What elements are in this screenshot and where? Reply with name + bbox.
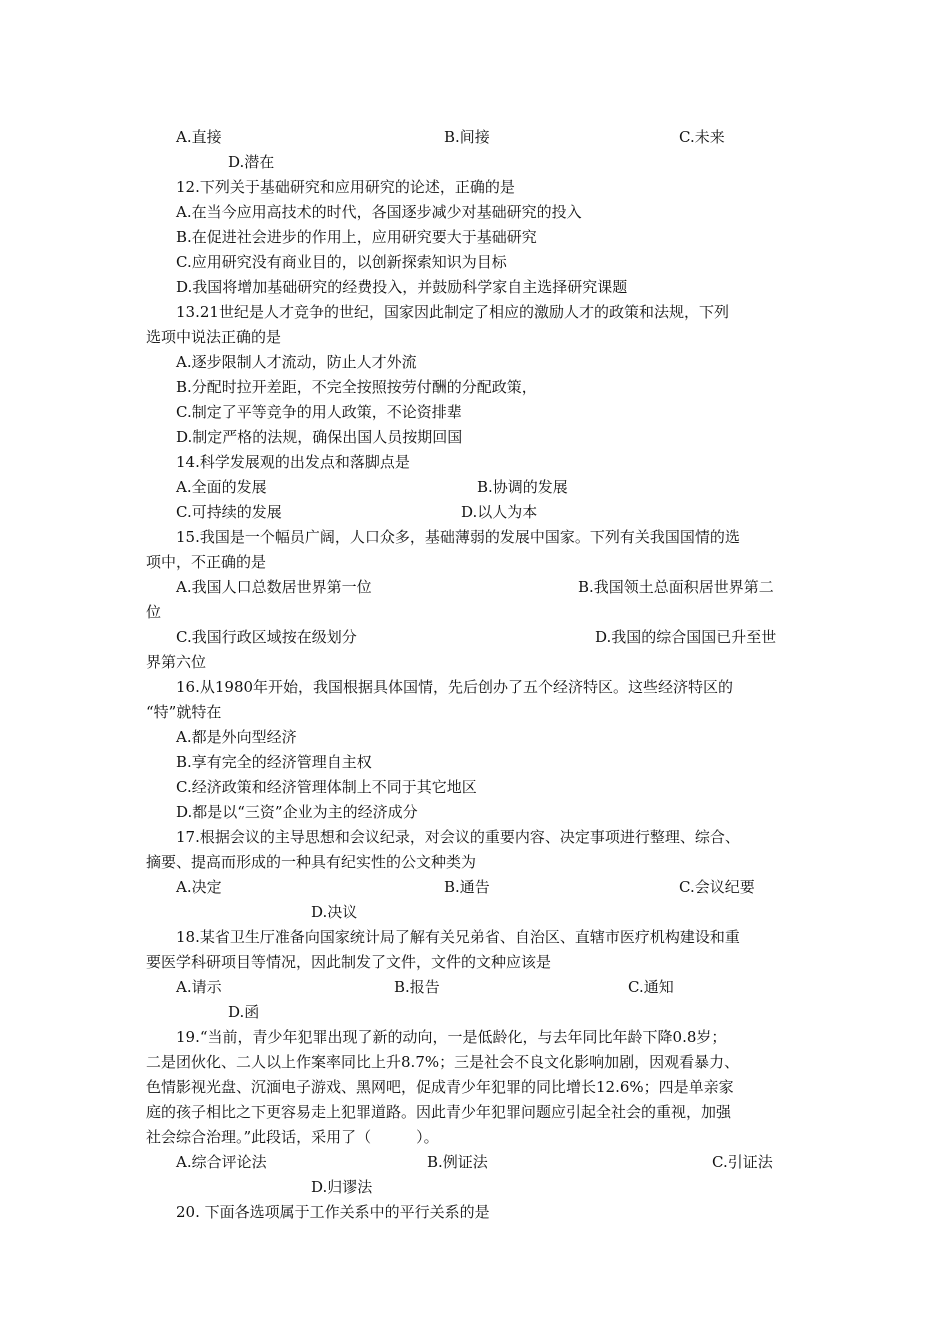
q19-stem-line-2: 二是团伙化、二人以上作案率同比上升8.7%；三是社会不良文化影响加剧，因观看暴力、 — [146, 1053, 740, 1071]
q14-option-a: A.全面的发展 — [176, 478, 267, 496]
q13-stem-line-1: 13.21世纪是人才竞争的世纪，国家因此制定了相应的激励人才的政策和法规，下列 — [176, 303, 729, 321]
q19-stem-line-4: 庭的孩子相比之下更容易走上犯罪道路。因此青少年犯罪问题应引起全社会的重视，加强 — [146, 1103, 732, 1121]
q17-option-d: D.决议 — [311, 903, 358, 921]
q18-option-c: C.通知 — [628, 978, 674, 996]
q14-stem: 14.科学发展观的出发点和落脚点是 — [176, 453, 410, 471]
q15-stem-line-1: 15.我国是一个幅员广阔，人口众多，基础薄弱的发展中国家。下列有关我国国情的选 — [176, 528, 740, 546]
q19-option-a: A.综合评论法 — [176, 1153, 267, 1171]
q12-option-b: B.在促进社会进步的作用上，应用研究要大于基础研究 — [176, 228, 537, 246]
q18-option-d: D.函 — [228, 1003, 260, 1021]
q15-option-b-wrap: 位 — [146, 603, 162, 621]
q12-option-c: C.应用研究没有商业目的，以创新探索知识为目标 — [176, 253, 507, 271]
q18-option-b: B.报告 — [394, 978, 440, 996]
q11-option-c: C.未来 — [679, 128, 725, 146]
q19-option-c: C.引证法 — [712, 1153, 773, 1171]
q12-option-d: D.我国将增加基础研究的经费投入，并鼓励科学家自主选择研究课题 — [176, 278, 628, 296]
q13-option-a: A.逐步限制人才流动，防止人才外流 — [176, 353, 417, 371]
q16-option-b: B.享有完全的经济管理自主权 — [176, 753, 372, 771]
q19-stem-line-3: 色情影视光盘、沉湎电子游戏、黑网吧，促成青少年犯罪的同比增长12.6%；四是单亲家 — [146, 1078, 734, 1096]
q19-option-b: B.例证法 — [427, 1153, 488, 1171]
q12-stem: 12.下列关于基础研究和应用研究的论述，正确的是 — [176, 178, 515, 196]
q18-stem-line-1: 18.某省卫生厅准备向国家统计局了解有关兄弟省、自治区、直辖市医疗机构建设和重 — [176, 928, 740, 946]
q17-stem-line-2: 摘要、提高而形成的一种具有纪实性的公文种类为 — [146, 853, 477, 871]
q17-option-a: A.决定 — [176, 878, 222, 896]
q15-option-d: D.我国的综合国国已升至世 — [595, 628, 777, 646]
q18-stem-line-2: 要医学科研项目等情况，因此制发了文件，文件的文种应该是 — [146, 953, 552, 971]
q11-option-a: A.直接 — [176, 128, 222, 146]
q13-option-c: C.制定了平等竞争的用人政策，不论资排辈 — [176, 403, 462, 421]
q14-option-c: C.可持续的发展 — [176, 503, 282, 521]
q12-option-a: A.在当今应用高技术的时代，各国逐步减少对基础研究的投入 — [176, 203, 582, 221]
q19-option-d: D.归谬法 — [311, 1178, 373, 1196]
q19-stem-line-5: 社会综合治理。”此段话，采用了（ ）。 — [146, 1128, 439, 1146]
q11-option-b: B.间接 — [444, 128, 490, 146]
q14-option-d: D.以人为本 — [461, 503, 538, 521]
q15-stem-line-2: 项中，不正确的是 — [146, 553, 267, 571]
q13-option-d: D.制定严格的法规，确保出国人员按期回国 — [176, 428, 463, 446]
q11-option-d: D.潜在 — [228, 153, 275, 171]
q16-option-a: A.都是外向型经济 — [176, 728, 297, 746]
q17-stem-line-1: 17.根据会议的主导思想和会议纪录，对会议的重要内容、决定事项进行整理、综合、 — [176, 828, 740, 846]
q16-option-d: D.都是以“三资”企业为主的经济成分 — [176, 803, 418, 821]
q20-stem: 20. 下面各选项属于工作关系中的平行关系的是 — [176, 1203, 490, 1221]
q15-option-a: A.我国人口总数居世界第一位 — [176, 578, 372, 596]
q16-stem-line-2: “特”就特在 — [146, 703, 222, 721]
q17-option-c: C.会议纪要 — [679, 878, 755, 896]
q17-option-b: B.通告 — [444, 878, 490, 896]
q13-stem-line-2: 选项中说法正确的是 — [146, 328, 282, 346]
q19-stem-line-1: 19.“当前，青少年犯罪出现了新的动向，一是低龄化，与去年同比年龄下降0.8岁； — [176, 1028, 727, 1046]
q16-stem-line-1: 16.从1980年开始，我国根据具体国情，先后创办了五个经济特区。这些经济特区的 — [176, 678, 734, 696]
q15-option-c: C.我国行政区域按在级划分 — [176, 628, 357, 646]
q15-option-d-wrap: 界第六位 — [146, 653, 207, 671]
q14-option-b: B.协调的发展 — [477, 478, 568, 496]
q13-option-b: B.分配时拉开差距，不完全按照按劳付酬的分配政策， — [176, 378, 537, 396]
q15-option-b: B.我国领土总面积居世界第二 — [578, 578, 774, 596]
q16-option-c: C.经济政策和经济管理体制上不同于其它地区 — [176, 778, 477, 796]
q18-option-a: A.请示 — [176, 978, 222, 996]
